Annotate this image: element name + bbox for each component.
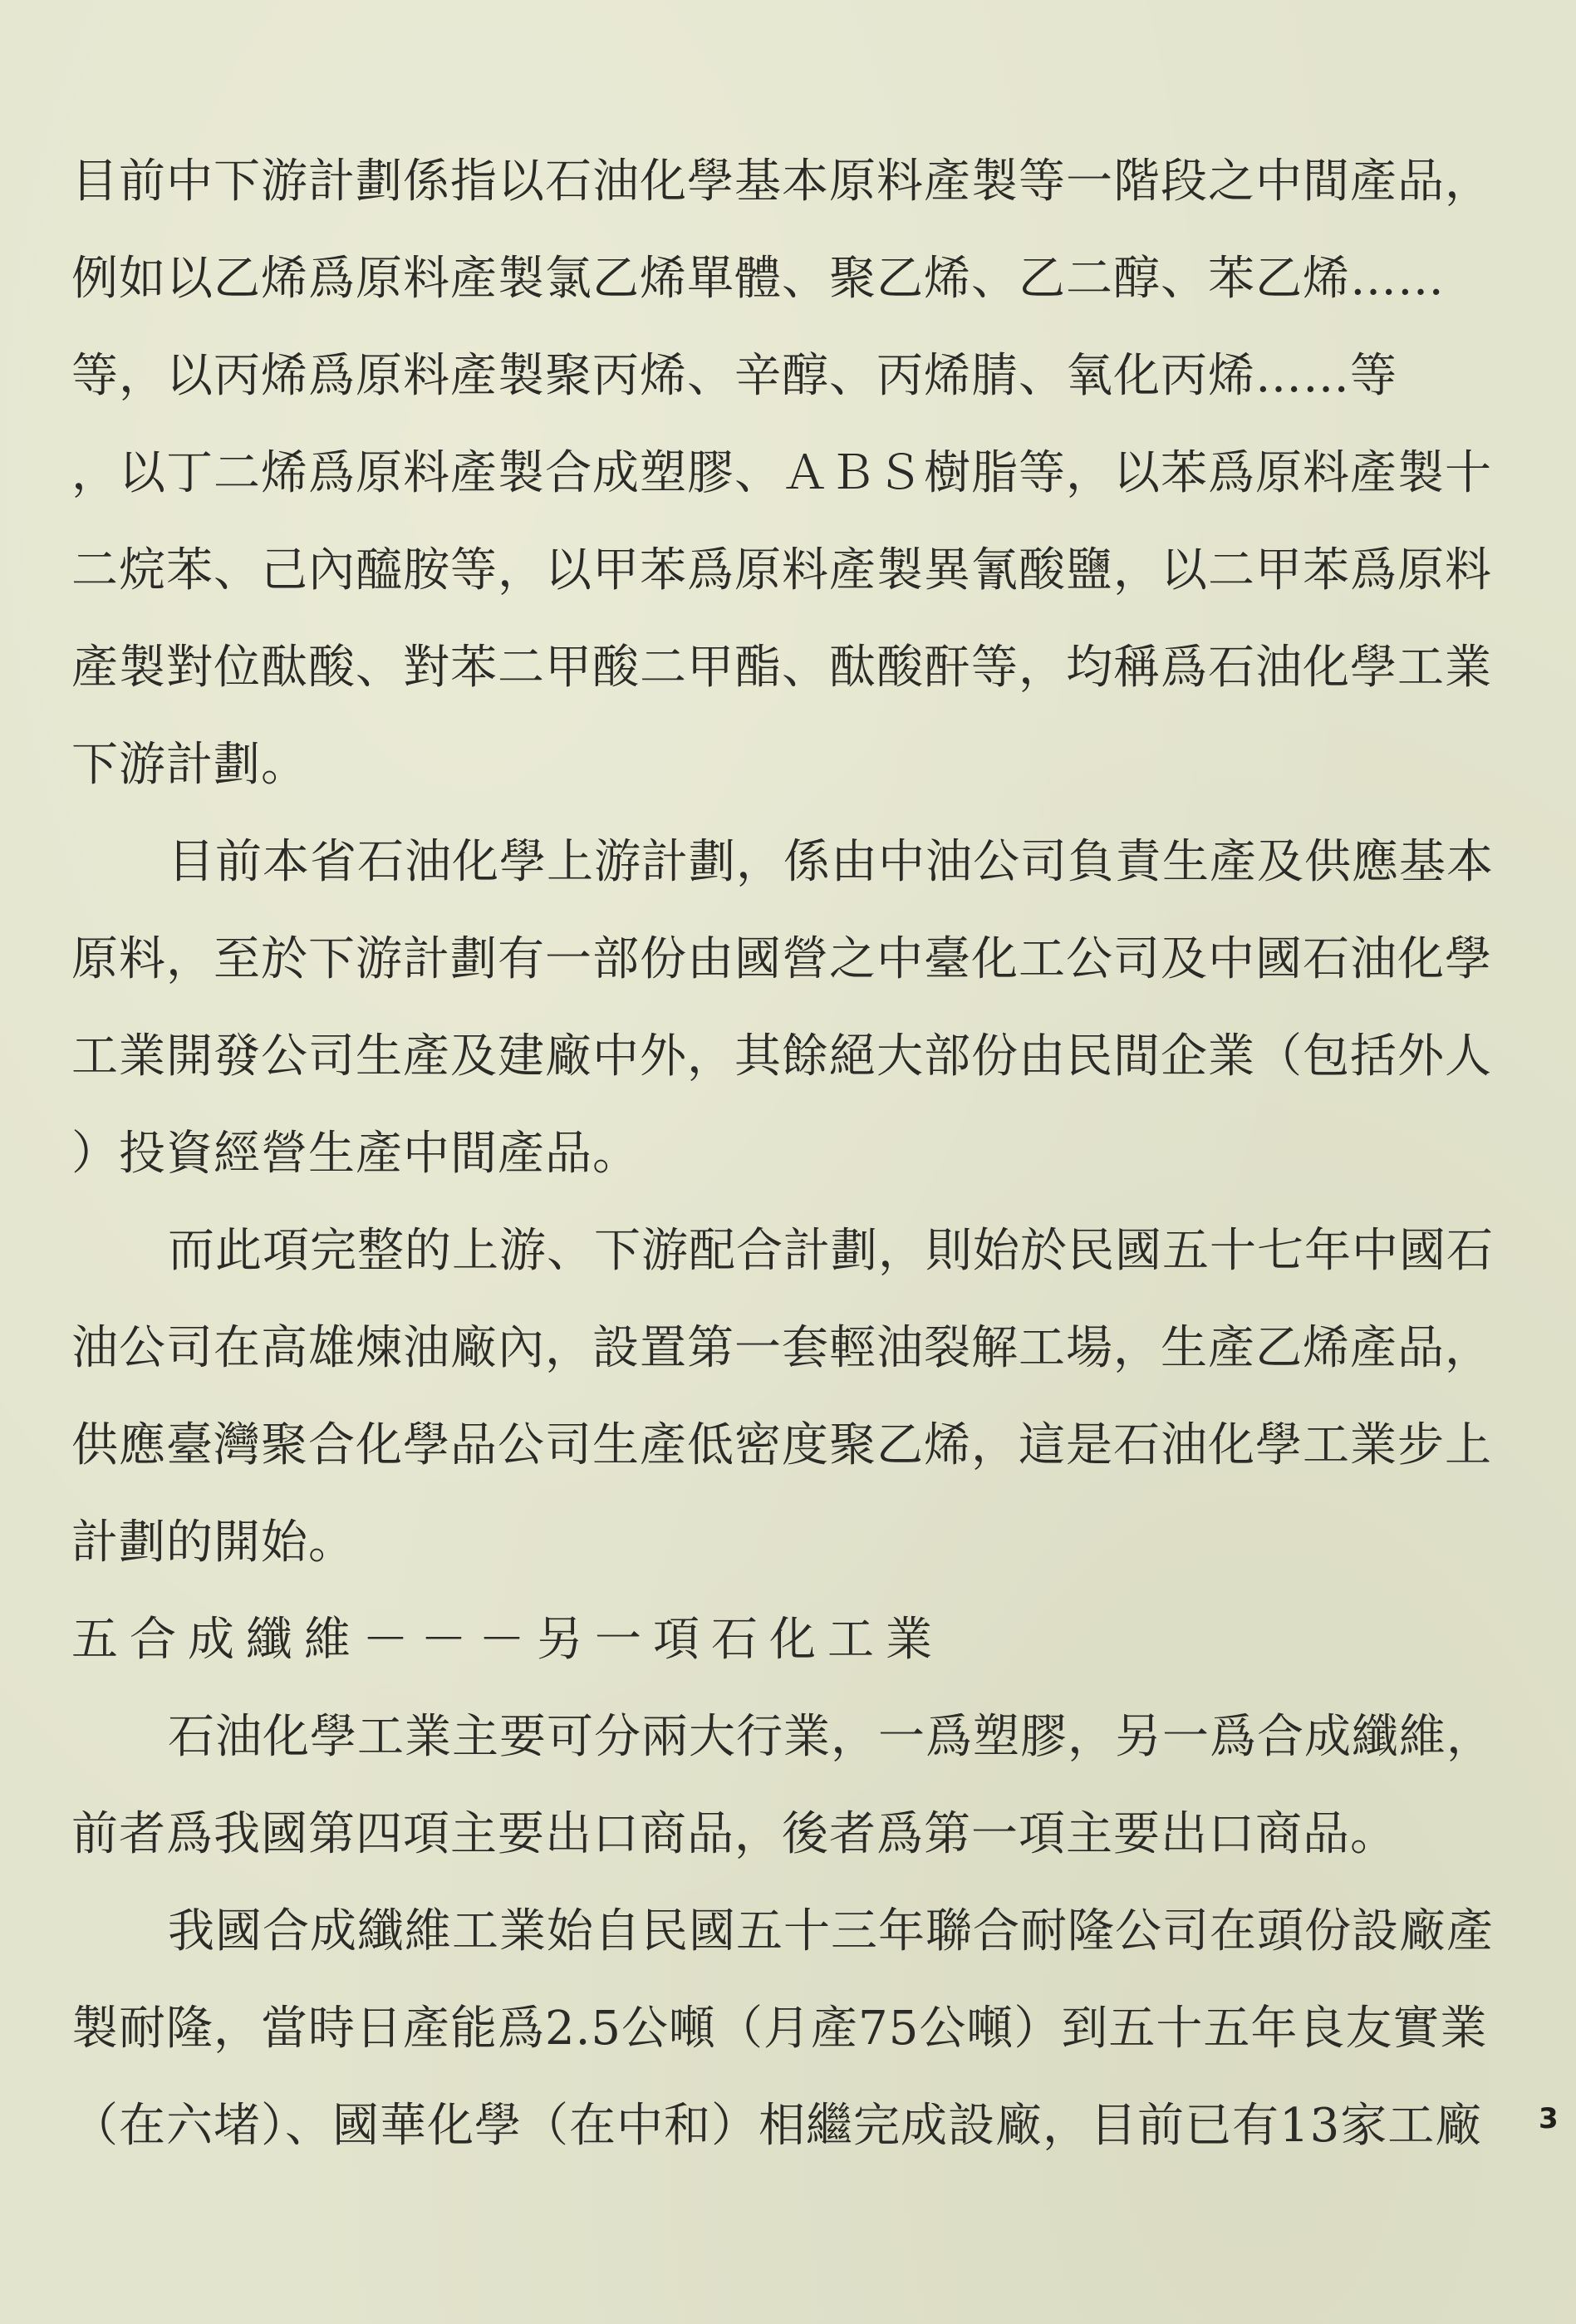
text-line: 產製對位酞酸、對苯二甲酸二甲酯、酞酸酐等，均稱爲石油化學工業 [71, 641, 1492, 695]
page-number: 3 [1539, 2102, 1559, 2135]
text-line: 原料，至於下游計劃有一部份由國營之中臺化工公司及中國石油化學 [71, 932, 1492, 986]
section-heading: 五合成纖維－－－另一項石化工業 [71, 1613, 944, 1667]
body-text [71, 155, 1494, 2199]
text-line: 製耐隆，當時日產能爲2.5公噸（月產75公噸）到五十五年良友實業 [71, 2002, 1488, 2056]
text-line: 計劃的開始。 [71, 1516, 356, 1570]
text-line: 下游計劃。 [71, 738, 308, 792]
text-line: ）投資經營生產中間產品。 [71, 1127, 640, 1181]
text-line: 例如以乙烯爲原料產製氯乙烯單體、聚乙烯、乙二醇、苯乙烯…… [71, 252, 1445, 306]
text-line: 目前中下游計劃係指以石油化學基本原料產製等一階段之中間產品， [71, 155, 1492, 209]
paragraph-start-line: 我國合成纖維工業始自民國五十三年聯合耐隆公司在頭份設廠產 [168, 1904, 1494, 1958]
text-line: 工業開發公司生產及建廠中外，其餘絕大部份由民間企業（包括外人 [71, 1029, 1492, 1083]
paragraph-start-line: 石油化學工業主要可分兩大行業，一爲塑膠，另一爲合成纖維， [168, 1710, 1494, 1764]
text-line: 前者爲我國第四項主要出口商品，後者爲第一項主要出口商品。 [71, 1807, 1397, 1861]
text-line: （在六堵）、國華化學（在中和）相繼完成設廠，目前已有13家工廠 [71, 2099, 1483, 2153]
paragraph-start-line: 目前本省石油化學上游計劃，係由中油公司負責生產及供應基本 [168, 835, 1494, 889]
text-line: 二烷苯、己內醯胺等，以甲苯爲原料產製異氰酸鹽，以二甲苯爲原料 [71, 543, 1492, 597]
paragraph-start-line: 而此項完整的上游、下游配合計劃，則始於民國五十七年中國石 [168, 1224, 1494, 1278]
text-line: 等，以丙烯爲原料產製聚丙烯、辛醇、丙烯腈、氧化丙烯……等 [71, 349, 1397, 403]
text-line: 油公司在高雄煉油廠內，設置第一套輕油裂解工場，生產乙烯產品， [71, 1321, 1492, 1375]
text-line: ，以丁二烯爲原料產製合成塑膠、ＡＢＳ樹脂等，以苯爲原料產製十 [71, 446, 1492, 500]
text-line: 供應臺灣聚合化學品公司生產低密度聚乙烯，這是石油化學工業步上 [71, 1418, 1492, 1472]
